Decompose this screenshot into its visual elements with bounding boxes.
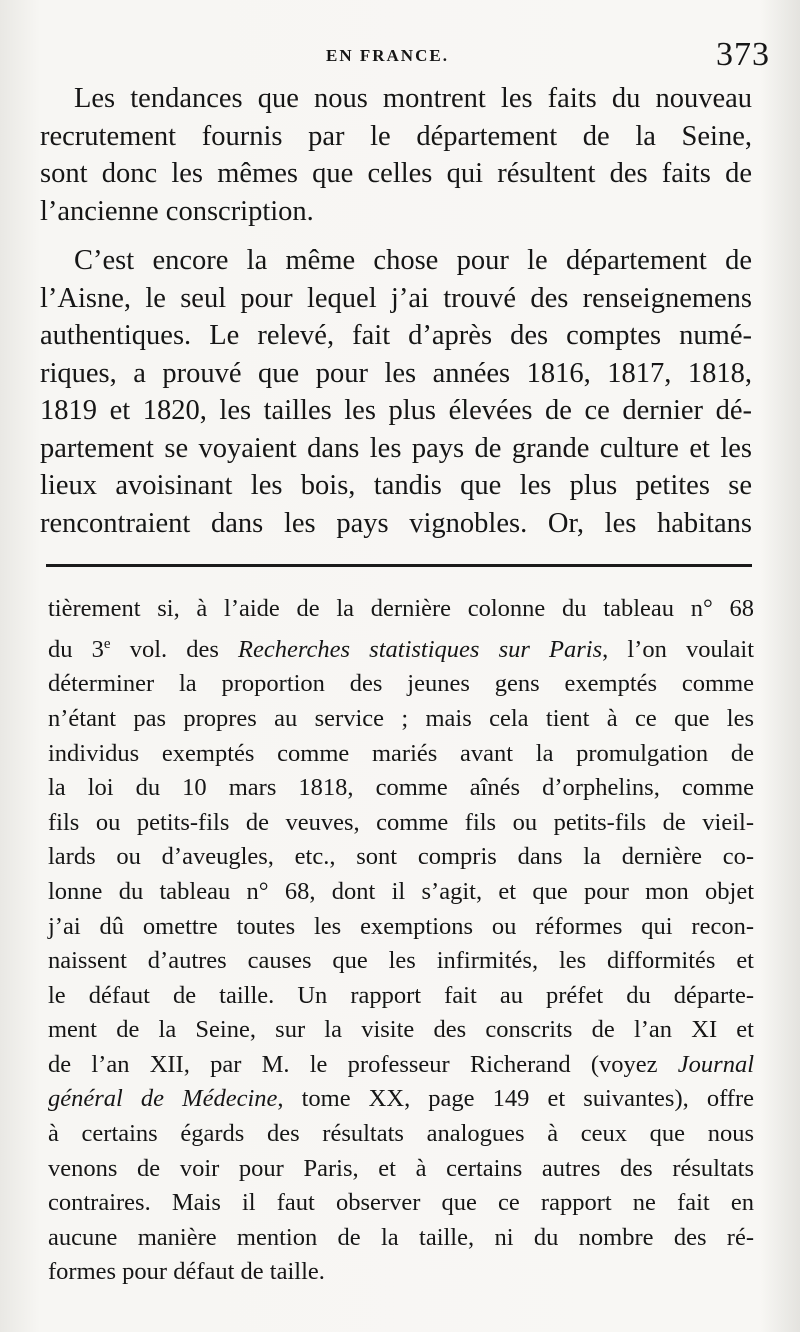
footnote-line: formes pour défaut de taille.: [48, 1258, 325, 1286]
footnote-line: j’ai dû omettre toutes les exemptions ou réformes qui recon-: [48, 912, 754, 940]
footnote-text: du 3: [48, 635, 104, 663]
footnote-line: tièrement si, à l’aide de la dernière colonne du tableau n° 68: [48, 595, 754, 622]
footnote-line: lonne du tableau n° 68, dont il s’agit, et que pour mon objet: [48, 877, 754, 905]
footnote-line: déterminer la proportion des jeunes gens exemptés comme: [48, 670, 754, 698]
footnote-line: venons de voir pour Paris, et à certains autres des résultats: [48, 1154, 754, 1182]
footnote-line: naissent d’autres causes que les infirmités, les difformités et: [48, 947, 754, 975]
footnote: [48, 592, 754, 1290]
footnote-line: la loi du 10 mars 1818, comme aînés d’orphelins, comme: [48, 774, 754, 802]
book-title: Recherches statistiques sur Paris: [238, 635, 603, 663]
footnote-line: aucune manière mention de la taille, ni du nombre des ré-: [48, 1223, 754, 1251]
journal-title: Journal: [677, 1050, 754, 1078]
paragraph-1: [40, 80, 752, 230]
footnote-line: [48, 1048, 754, 1083]
text-line: C’est encore la même chose pour le département de: [74, 245, 752, 276]
text-line: recrutement fournis par le département de la Seine,: [40, 120, 752, 152]
main-text: [40, 80, 752, 542]
footnote-line: individus exemptés comme mariés avant la promulgation de: [48, 739, 754, 767]
journal-title: général de Médecine: [48, 1085, 278, 1113]
footnote-text: vol. des: [110, 635, 239, 663]
footnote-text: , tome XX, page 149 et suivantes), offre: [277, 1085, 754, 1113]
footnote-line: ment de la Seine, sur la visite des conscrits de l’an XI et: [48, 1016, 754, 1044]
footnote-text: , l’on voulait: [602, 635, 755, 663]
footnote-line: [48, 1082, 754, 1117]
footnote-line: fils ou petits-fils de veuves, comme fils ou petits-fils de vieil-: [48, 808, 754, 836]
text-line: Les tendances que nous montrent les faits du nouveau: [74, 83, 752, 114]
text-line: l’Aisne, le seul pour lequel j’ai trouvé des renseignemens: [40, 282, 752, 314]
text-line: rencontraient dans les pays vignobles. Or, les habitans: [40, 507, 752, 539]
running-head: EN FRANCE.: [326, 46, 449, 65]
footnote-line: le défaut de taille. Un rapport fait au préfet du départe-: [48, 981, 754, 1009]
footnote-text: de l’an XII, par M. le professeur Richerand (voyez: [48, 1050, 678, 1078]
text-line: partement se voyaient dans les pays de grande culture et les: [40, 432, 752, 464]
footnote-separator-rule: [46, 564, 752, 567]
superscript: e: [103, 635, 111, 652]
footnote-line: contraires. Mais il faut observer que ce rapport ne fait en: [48, 1189, 754, 1217]
footnote-line: [48, 627, 754, 668]
text-line: l’ancienne conscription.: [40, 195, 314, 227]
text-line: riques, a prouvé que pour les années 1816, 1817, 1818,: [40, 357, 752, 389]
text-line: sont donc les mêmes que celles qui résultent des faits de: [40, 158, 752, 189]
footnote-line: lards ou d’aveugles, etc., sont compris dans la dernière co-: [48, 843, 754, 871]
page-number: 373: [716, 36, 770, 73]
page-header: [0, 36, 800, 86]
text-line: lieux avoisinant les bois, tandis que les plus petites se: [40, 470, 752, 501]
footnote-line: à certains égards des résultats analogues à ceux que nous: [48, 1120, 754, 1148]
text-line: 1819 et 1820, les tailles les plus élevées de ce dernier dé-: [40, 395, 752, 426]
paragraph-2: [40, 242, 752, 542]
footnote-line: n’étant pas propres au service ; mais cela tient à ce que les: [48, 704, 754, 732]
text-line: authentiques. Le relevé, fait d’après des comptes numé-: [40, 320, 752, 351]
